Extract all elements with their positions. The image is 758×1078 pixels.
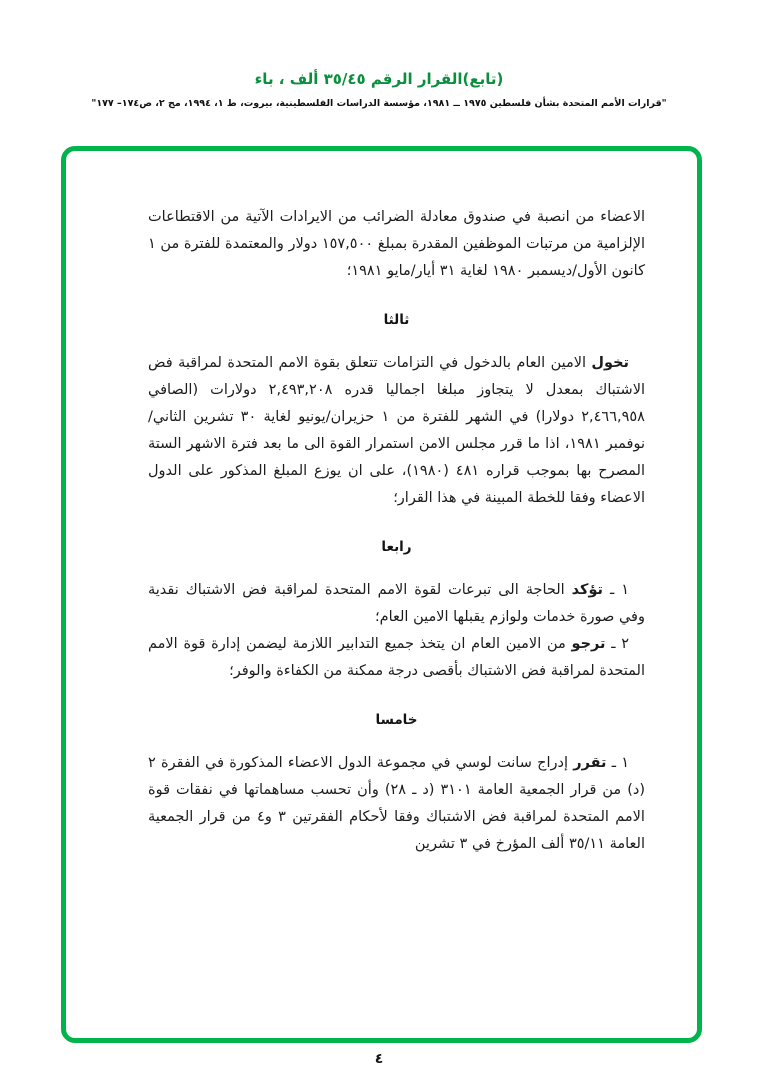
section-heading-fifth: خامسا: [375, 712, 418, 728]
paragraph-text: الامين العام بالدخول في التزامات تتعلق بقوة الامم المتحدة لمراقبة فض الاشتباك بمعدل لا يتجاوز مبلغا اجماليا قدره ٢,٤٩٣,٢٠٨ دولارات (الصافي ٢,٤٦٦,٩٥٨ دولارا) في الشهر للفترة من ١ حزيران/يونيو لغاية ٣٠ تشرين الثاني/نوفمبر ١٩٨١، اذا ما قرر مجلس الامن استمرار القوة الى ما بعد فترة الاشهر الستة المصرح بها بموجب قراره ٤٨١ (١٩٨٠)، على ان يوزع المبلغ المذكور على الدول الاعضاء وفقا للخطة المبينة في هذا القرار؛: [148, 355, 646, 506]
page-number: ٤: [374, 1051, 384, 1067]
item-number: ٢ ـ: [605, 636, 629, 652]
section-heading-third: ثالثا: [383, 312, 410, 328]
lead-word: تقرر: [573, 755, 607, 771]
paragraph-text: الحاجة الى تبرعات لقوة الامم المتحدة لمراقبة فض الاشتباك نقدية وفي صورة خدمات ولوازم يقبلها الامين العام؛: [148, 582, 645, 625]
source-citation: "قرارات الأمم المتحدة بشأن فلسطين ١٩٧٥ ــ ١٩٨١، مؤسسة الدراسات الفلسطينية، بيروت، ط ١، ١٩٩٤، مج ٢، ص١٧٤– ١٧٧": [91, 98, 667, 109]
resolution-title: (تابع)القرار الرقم ٣٥/٤٥ ألف ، باء: [254, 70, 504, 88]
item-number: ١ ـ: [606, 755, 630, 771]
item-number: ١ ـ: [603, 582, 629, 598]
continuation-paragraph: الاعضاء من انصبة في صندوق معادلة الضرائب من الايرادات الآتية من الاقتطاعات الإلزامية من مرتبات الموظفين المقدرة بمبلغ ١٥٧,٥٠٠ دولار والمعتمدة للفترة من ١ كانون الأول/ديسمبر ١٩٨٠ لغاية ٣١ أيار/مايو ١٩٨١؛: [148, 209, 645, 279]
lead-word: تؤكد: [571, 582, 603, 598]
paragraph-text: من الامين العام ان يتخذ جميع التدابير اللازمة ليضمن إدارة قوة الامم المتحدة لمراقبة فض الاشتباك بأقصى درجة ممكنة من الكفاءة والوفر؛: [148, 636, 645, 679]
resolution-body: [148, 204, 645, 858]
highlight-border-box: [61, 146, 702, 1043]
document-header: [0, 70, 758, 109]
numbered-item: [148, 750, 645, 858]
numbered-item: [148, 631, 645, 685]
section-third-paragraph: [148, 350, 645, 512]
lead-word: ترجو: [571, 636, 606, 652]
section-heading-fourth: رابعا: [381, 539, 412, 555]
lead-word: تخول: [591, 355, 629, 371]
paragraph-text: إدراج سانت لوسي في مجموعة الدول الاعضاء المذكورة في الفقرة ٢ (د) من قرار الجمعية العامة ٣١٠١ (د ـ ٢٨) وأن تحسب مساهماتها في نفقات قوة الامم المتحدة لمراقبة فض الاشتباك وفقا لأحكام الفقرتين ٣ و٤ من قرار الجمعية العامة ٣٥/١١ ألف المؤرخ في ٣ تشرين: [148, 755, 645, 852]
numbered-item: [148, 577, 645, 631]
